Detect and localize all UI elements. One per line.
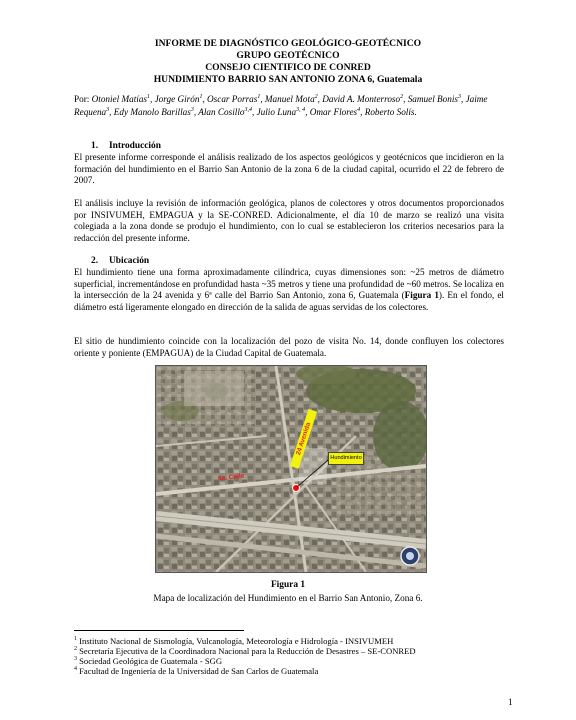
- author-affiliation: 3: [106, 106, 110, 113]
- author-affiliation: 3: [457, 93, 461, 100]
- author-name: Alan Cosillo: [198, 106, 245, 117]
- section-title: Ubicación: [109, 256, 150, 266]
- authors-prefix: Por:: [74, 94, 90, 104]
- author-name: Julio Luna: [256, 106, 297, 117]
- author-name: Jaime Requena: [74, 94, 488, 117]
- author-name: David A. Monterroso: [322, 94, 401, 104]
- location-map-image: [155, 365, 427, 573]
- section-heading-ubicacion: [74, 256, 149, 266]
- author-name: Manuel Mota: [264, 94, 315, 104]
- author-affiliation: 1: [257, 93, 261, 100]
- author-affiliation: 3,4: [244, 106, 252, 113]
- section-title: Introducción: [109, 141, 161, 151]
- report-title-line-3: CONSEJO CIENTIFICO DE CONRED: [205, 62, 371, 73]
- footnote-number: 1: [74, 636, 77, 642]
- figure-reference: Figura 1: [404, 290, 439, 301]
- ubicacion-text-a: El hundimiento tiene una forma aproximadamente cilíndrica, cuyas dimensiones son: ~25 metros de diámetro superficial, incrementándose en profundidad hasta ~35 metros y tiene una profundidad de ~60 metros. Se localiza en la intersección de la 24 avenida y 6ª calle del Barrio San Antonio, zona 6, Guatemala (: [74, 267, 504, 301]
- author-items: Otoniel Matías$^1$, Jorge Girón$^1$, Oscar Porras$^1$, Manuel Mota$^2$, David A. Monterroso$^2$, Samuel Bonis$^3$, Jaime Requena$^3$, Edy Manolo Barillas$^3$, Alan Cosillo$^{3,4}$, Julio Luna$^{3, 4}$, Omar Flores$^4$, Roberto Solís.: [74, 93, 488, 117]
- footnote: [74, 664, 318, 676]
- report-title-line-4: HUNDIMIENTO BARRIO SAN ANTONIO ZONA 6, Guatemala: [153, 74, 423, 85]
- footnote-text: Sociedad Geológica de Guatemala - SGG: [79, 655, 223, 666]
- map-label-hundimiento: Hundimiento: [328, 452, 364, 465]
- intro-paragraph-1: El presente informe corresponde el análisis realizado de los aspectos geológicos y geotécnicos que incidieron en la formación del hundimiento en el Barrio San Antonio de la zona 6 de la ciudad capital, ocurrido el 22 de febrero de 2007.: [74, 152, 504, 186]
- section-heading-introduccion: [74, 141, 161, 151]
- author-name: Samuel Bonis: [407, 94, 458, 104]
- ubicacion-text-b: ). En el fondo, el diámetro está ligeramente elongado en dirección de la salida de aguas servidas de los colectores.: [74, 290, 504, 313]
- map-label-6a-calle: 6a. Calle: [217, 472, 245, 483]
- author-affiliation: 1: [199, 93, 203, 100]
- footnote-separator: [74, 630, 244, 631]
- map-label-24-avenida: 24 Avenida: [290, 409, 317, 469]
- author-name: Otoniel Matías: [91, 94, 148, 104]
- author-affiliation: 2: [314, 93, 318, 100]
- ubicacion-paragraph-1: [74, 267, 504, 314]
- footnote-text: Instituto Nacional de Sismología, Vulcanología, Meteorología e Hidrología - INSIVUMEH: [79, 635, 394, 646]
- intro-paragraph-2: El análisis incluye la revisión de información geológica, planos de colectores y otros documentos proporcionados por INSIVUMEH, EMPAGUA y la SE-CONRED. Adicionalmente, el día 10 de marzo se realizó una visita colegiada a la zona donde se produjo el hundimiento, con lo cual se establecieron los criterios necesarios para la redacción del presente informe.: [74, 198, 504, 244]
- author-affiliation: 3, 4: [296, 106, 306, 113]
- pointer-line: [156, 366, 426, 572]
- author-affiliation: 2: [400, 93, 404, 100]
- report-title-line-1: INFORME DE DIAGNÓSTICO GEOLÓGICO-GEOTÉCNICO: [154, 38, 422, 49]
- author-name: Roberto Solís.: [364, 106, 417, 117]
- author-name: Edy Manolo Barillas: [113, 106, 191, 117]
- report-title-line-2: GRUPO GEOTÉCNICO: [236, 50, 340, 61]
- author-name: Jorge Girón: [154, 94, 200, 104]
- author-affiliation: 1: [147, 93, 151, 100]
- footnote-text: Secretaría Ejecutiva de la Coordinadora Nacional para la Reducción de Desastres – SE-CONRED: [79, 645, 416, 656]
- author-affiliation: 3: [190, 106, 194, 113]
- page-number: 1: [508, 697, 513, 707]
- ubicacion-paragraph-2: El sitio de hundimiento coincide con la localización del pozo de visita No. 14, donde confluyen los colectores oriente y poniente (EMPAGUA) de la Ciudad Capital de Guatemala.: [74, 336, 504, 358]
- footnote-text: Facultad de Ingeniería de la Universidad de San Carlos de Guatemala: [79, 665, 319, 676]
- author-affiliation: 4: [357, 106, 361, 113]
- footnote-number: 3: [74, 656, 77, 662]
- author-list: [74, 93, 514, 118]
- author-name: Omar Flores: [309, 106, 358, 117]
- figure-caption-title: Figura 1: [270, 580, 306, 590]
- section-number: 1.: [91, 141, 99, 151]
- section-number: 2.: [91, 256, 99, 266]
- footnote-number: 4: [74, 666, 77, 672]
- footnote-number: 2: [74, 646, 77, 652]
- author-name: Oscar Porras: [207, 94, 258, 104]
- figure-caption-text: Mapa de localización del Hundimiento en el Barrio San Antonio, Zona 6.: [153, 593, 423, 603]
